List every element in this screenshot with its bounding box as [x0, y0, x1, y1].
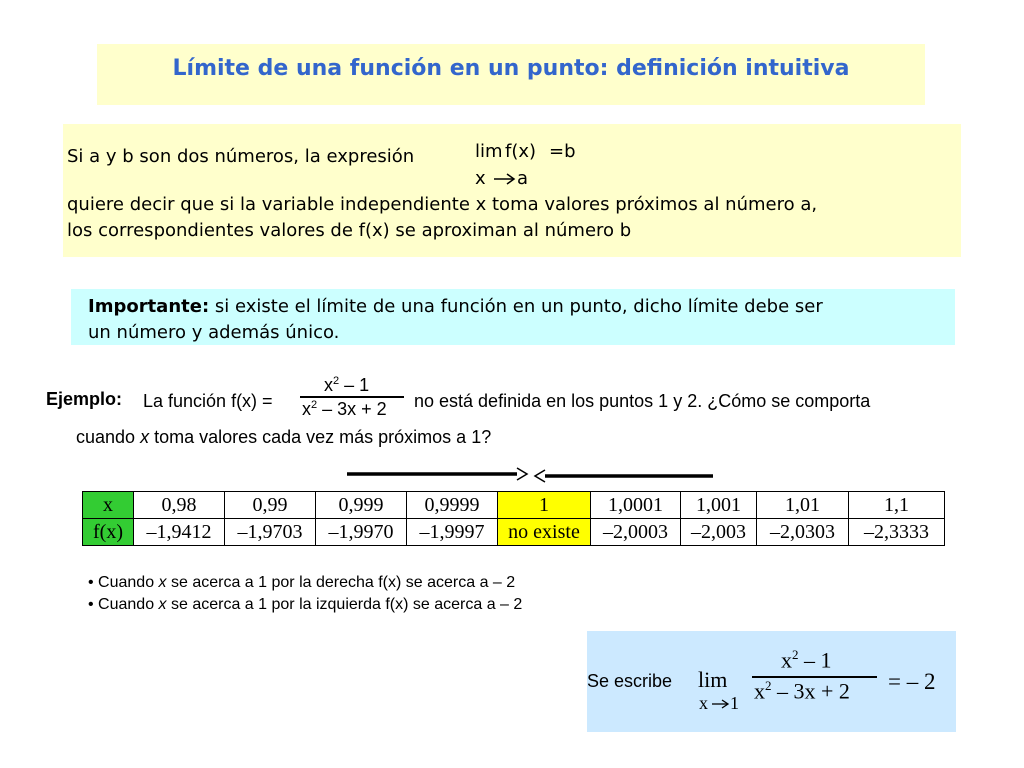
table-cell: 0,98 — [134, 492, 225, 519]
result-sub-1: 1 — [730, 693, 739, 713]
table-cell: f(x) — [83, 519, 134, 546]
result-lim: lim — [698, 667, 728, 692]
limit-sub-a: a — [517, 168, 529, 189]
result-sub-x: x — [699, 693, 708, 713]
example-line-2: cuando x toma valores cada vez más próximos a 1? — [76, 427, 492, 447]
definition-line-3: los correspondientes valores de f(x) se aproximan al número b — [67, 220, 632, 241]
table-cell: 0,9999 — [407, 492, 498, 519]
important-label: Importante: — [88, 296, 210, 317]
table-cell: 1,001 — [681, 492, 757, 519]
limit-lim: lim — [475, 141, 503, 162]
result-numerator: $x^2 - 1$ — [781, 647, 832, 673]
table-cell: –2,0003 — [591, 519, 681, 546]
important-line-1 — [88, 294, 823, 320]
example-denominator: $x^2 - 3x + 2$ — [302, 399, 387, 419]
result-equals: = – 2 — [888, 669, 936, 694]
table-cell: –1,9703 — [225, 519, 316, 546]
table-cell: x — [83, 492, 134, 519]
table-cell: 1,01 — [757, 492, 849, 519]
example-numerator: $x^2 - 1$ — [324, 375, 370, 395]
table-cell: –2,0303 — [757, 519, 849, 546]
table-cell: 1,0001 — [591, 492, 681, 519]
example-after: no está definida en los puntos 1 y 2. ¿Cómo se comporta — [414, 391, 871, 411]
important-box — [71, 289, 955, 345]
values-table — [82, 491, 945, 546]
example-intro: La función f(x) = — [143, 391, 273, 411]
limit-fx: f(x) — [505, 141, 537, 162]
limit-equals-b: =b — [549, 141, 576, 162]
table-cell: –2,003 — [681, 519, 757, 546]
definition-box — [63, 124, 961, 257]
example-fraction-bar — [300, 396, 404, 398]
table-cell: –1,9997 — [407, 519, 498, 546]
table-cell: –1,9412 — [134, 519, 225, 546]
result-denominator: $x^2 - 3x + 2$ — [754, 678, 850, 704]
table-cell: –1,9970 — [316, 519, 407, 546]
table-cell: 1,1 — [849, 492, 945, 519]
example-label: Ejemplo: — [46, 389, 123, 409]
table-row-x — [83, 492, 945, 519]
table-cell: 0,999 — [316, 492, 407, 519]
approach-right-arrow-icon — [345, 464, 535, 484]
important-line-2: un número y además único. — [88, 322, 340, 343]
definition-line-1: Si a y b son dos números, la expresión — [67, 146, 415, 167]
bullet-left: • Cuando x se acerca a 1 por la izquierda f(x) se acerca a – 2 — [88, 596, 523, 613]
table-cell: 0,99 — [225, 492, 316, 519]
definition-line-2: quiere decir que si la variable independiente x toma valores próximos al número a, — [67, 194, 818, 215]
table-cell: –2,3333 — [849, 519, 945, 546]
approach-left-arrow-icon — [527, 466, 717, 486]
slide-title: Límite de una función en un punto: definición intuitiva — [172, 56, 850, 81]
bullet-right: • Cuando x se acerca a 1 por la derecha f(x) se acerca a – 2 — [88, 574, 516, 591]
important-text-1: si existe el límite de una función en un punto, dicho límite debe ser — [209, 296, 823, 317]
table-row-fx — [83, 519, 945, 546]
table-cell: no existe — [498, 519, 591, 546]
limit-sub-x: x — [475, 168, 486, 189]
result-arrow-icon — [711, 698, 731, 710]
title-box — [97, 44, 925, 105]
result-box — [587, 631, 956, 732]
right-arrow-icon — [493, 172, 517, 186]
result-label: Se escribe — [587, 671, 673, 691]
table-cell: 1 — [498, 492, 591, 519]
